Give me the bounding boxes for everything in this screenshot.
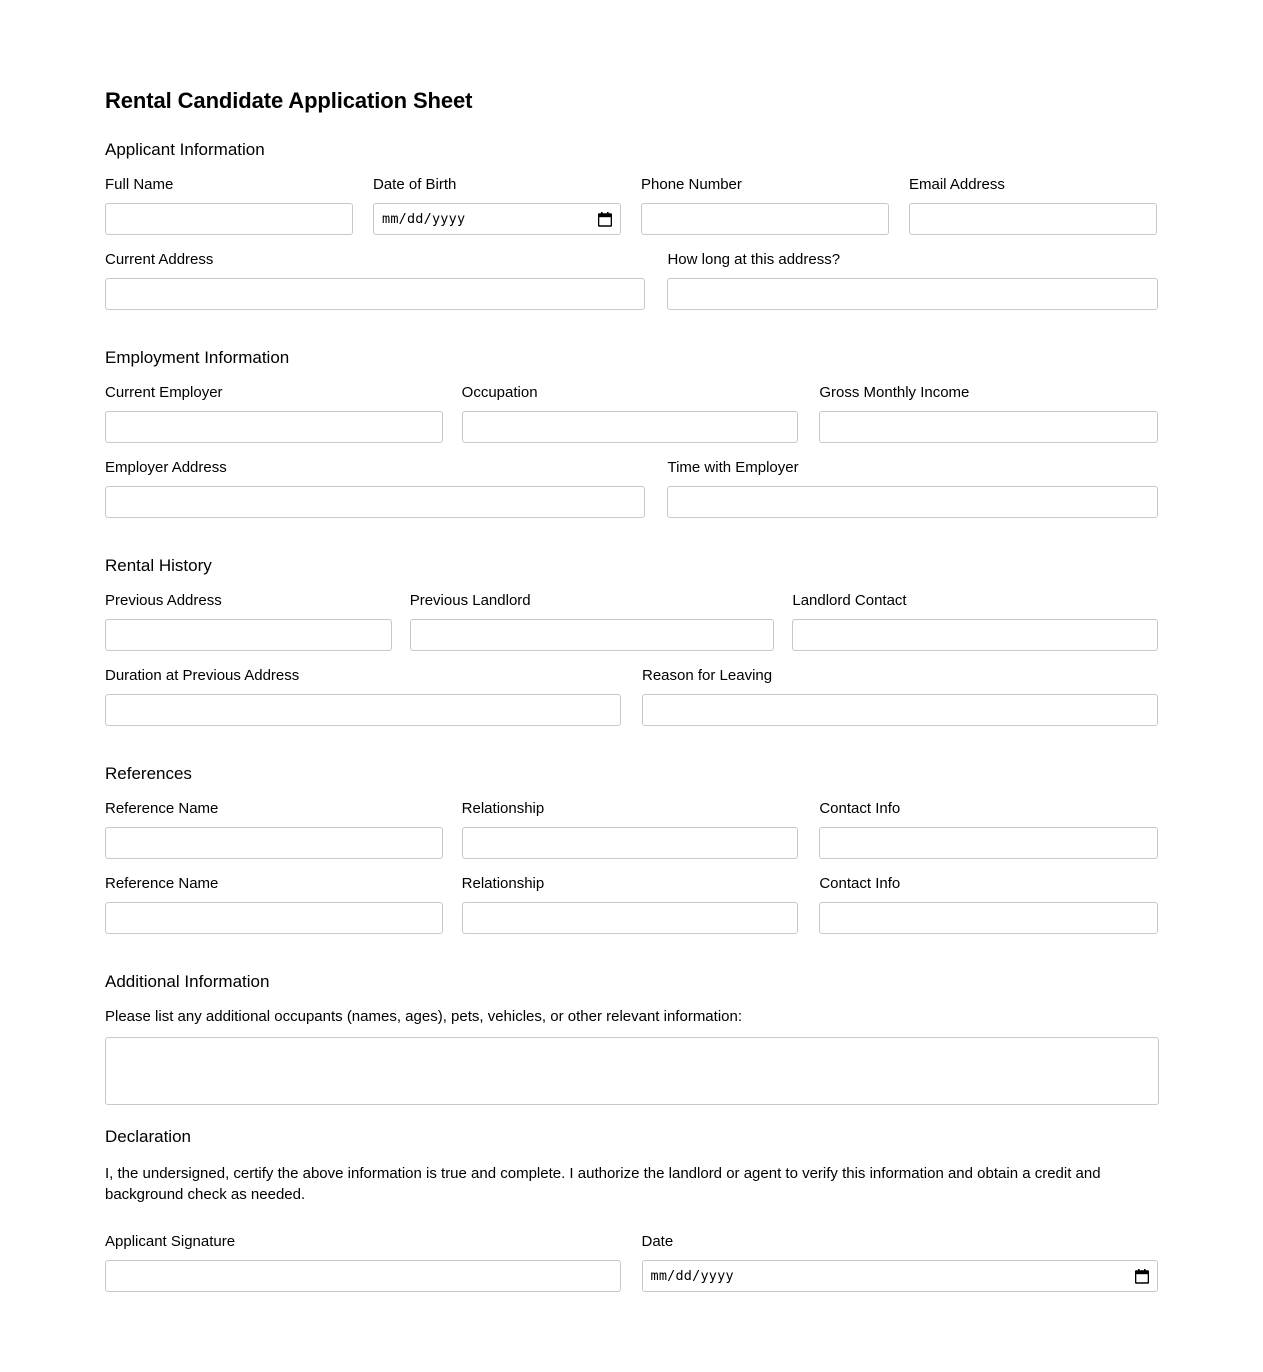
label-relationship-1: Relationship	[461, 800, 545, 817]
label-relationship-2: Relationship	[461, 875, 545, 892]
input-current-address[interactable]	[105, 278, 645, 310]
date-of-birth-placeholder: mm/dd/yyyy	[382, 211, 466, 227]
input-previous-address[interactable]	[105, 619, 392, 651]
field-duration-at-previous-address	[105, 667, 621, 726]
section-references	[105, 764, 1158, 934]
input-time-with-employer[interactable]	[667, 486, 1158, 518]
input-relationship-2[interactable]	[462, 902, 799, 934]
label-date-of-birth: Date of Birth	[373, 176, 457, 193]
input-reason-for-leaving[interactable]	[642, 694, 1158, 726]
field-relationship-2	[462, 875, 799, 934]
input-phone-number[interactable]	[641, 203, 889, 235]
reference-row-2	[105, 875, 1158, 934]
employment-row-2	[105, 459, 1158, 518]
section-heading-references: References	[105, 764, 192, 783]
field-phone-number	[641, 176, 889, 235]
additional-info-prompt: Please list any additional occupants (names, ages), pets, vehicles, or other relevant information:	[105, 1008, 743, 1025]
section-additional-information	[105, 972, 1158, 1105]
reference-row-1	[105, 800, 1158, 859]
field-previous-address	[105, 592, 392, 651]
label-declaration-date: Date	[641, 1233, 674, 1250]
field-relationship-1	[462, 800, 799, 859]
input-email-address[interactable]	[909, 203, 1157, 235]
section-employment-information	[105, 348, 1158, 518]
input-reference-name-2[interactable]	[105, 902, 443, 934]
field-current-employer	[105, 384, 443, 443]
label-contact-info-2: Contact Info	[819, 875, 901, 892]
input-full-name[interactable]	[105, 203, 353, 235]
page-title: Rental Candidate Application Sheet	[105, 88, 473, 113]
label-gross-monthly-income: Gross Monthly Income	[819, 384, 970, 401]
input-relationship-1[interactable]	[462, 827, 799, 859]
input-contact-info-2[interactable]	[819, 902, 1158, 934]
section-rental-history	[105, 556, 1158, 726]
field-contact-info-2	[819, 875, 1158, 934]
section-applicant-information	[105, 140, 1158, 310]
input-occupation[interactable]	[462, 411, 799, 443]
input-employer-address[interactable]	[105, 486, 645, 518]
field-occupation	[462, 384, 799, 443]
label-previous-address: Previous Address	[105, 592, 222, 609]
declaration-date-placeholder: mm/dd/yyyy	[650, 1268, 734, 1284]
input-how-long-at-address[interactable]	[667, 278, 1158, 310]
input-landlord-contact[interactable]	[792, 619, 1158, 651]
field-gross-monthly-income	[819, 384, 1158, 443]
field-previous-landlord	[410, 592, 775, 651]
input-duration-at-previous-address[interactable]	[105, 694, 621, 726]
field-reason-for-leaving	[642, 667, 1158, 726]
field-how-long-at-address	[667, 251, 1158, 310]
applicant-row-1	[105, 176, 1158, 235]
input-current-employer[interactable]	[105, 411, 443, 443]
input-declaration-date[interactable]	[642, 1260, 1159, 1292]
label-reason-for-leaving: Reason for Leaving	[642, 667, 773, 684]
label-employer-address: Employer Address	[105, 459, 227, 476]
label-duration-at-previous-address: Duration at Previous Address	[105, 667, 300, 684]
field-employer-address	[105, 459, 645, 518]
input-applicant-signature[interactable]	[105, 1260, 621, 1292]
label-time-with-employer: Time with Employer	[667, 459, 799, 476]
input-contact-info-1[interactable]	[819, 827, 1158, 859]
input-reference-name-1[interactable]	[105, 827, 443, 859]
employment-row-1	[105, 384, 1158, 443]
calendar-icon[interactable]	[598, 212, 612, 227]
input-date-of-birth[interactable]	[373, 203, 621, 235]
field-declaration-date	[642, 1233, 1159, 1292]
label-reference-name-1: Reference Name	[105, 800, 219, 817]
section-declaration	[105, 1127, 1158, 1292]
field-email-address	[909, 176, 1157, 235]
field-current-address	[105, 251, 645, 310]
label-previous-landlord: Previous Landlord	[409, 592, 531, 609]
input-gross-monthly-income[interactable]	[819, 411, 1158, 443]
signature-row	[105, 1233, 1158, 1292]
textarea-additional-info[interactable]	[105, 1037, 1159, 1105]
rental-history-row-1	[105, 592, 1158, 651]
input-previous-landlord[interactable]	[410, 619, 775, 651]
label-email-address: Email Address	[909, 176, 1005, 193]
section-heading-rental-history: Rental History	[105, 556, 212, 575]
label-landlord-contact: Landlord Contact	[792, 592, 907, 609]
label-current-employer: Current Employer	[105, 384, 223, 401]
applicant-row-2	[105, 251, 1158, 310]
field-reference-name-2	[105, 875, 443, 934]
label-reference-name-2: Reference Name	[105, 875, 219, 892]
rental-history-row-2	[105, 667, 1158, 726]
field-date-of-birth	[373, 176, 621, 235]
field-reference-name-1	[105, 800, 443, 859]
label-how-long-at-address: How long at this address?	[667, 251, 841, 268]
field-applicant-signature	[105, 1233, 621, 1292]
section-heading-employment: Employment Information	[105, 348, 290, 367]
label-full-name: Full Name	[105, 176, 174, 193]
label-current-address: Current Address	[105, 251, 214, 268]
section-heading-applicant: Applicant Information	[105, 140, 265, 159]
field-landlord-contact	[792, 592, 1158, 651]
field-contact-info-1	[819, 800, 1158, 859]
section-heading-declaration: Declaration	[105, 1127, 191, 1146]
label-phone-number: Phone Number	[641, 176, 742, 193]
field-time-with-employer	[667, 459, 1158, 518]
field-full-name	[105, 176, 353, 235]
label-contact-info-1: Contact Info	[819, 800, 901, 817]
calendar-icon[interactable]	[1135, 1269, 1149, 1284]
label-occupation: Occupation	[461, 384, 538, 401]
declaration-body-text: I, the undersigned, certify the above information is true and complete. I authorize the landlord or agent to verify this information and obtain a credit and background check as needed.	[105, 1165, 1101, 1203]
section-heading-additional: Additional Information	[105, 972, 270, 991]
label-applicant-signature: Applicant Signature	[105, 1233, 236, 1250]
